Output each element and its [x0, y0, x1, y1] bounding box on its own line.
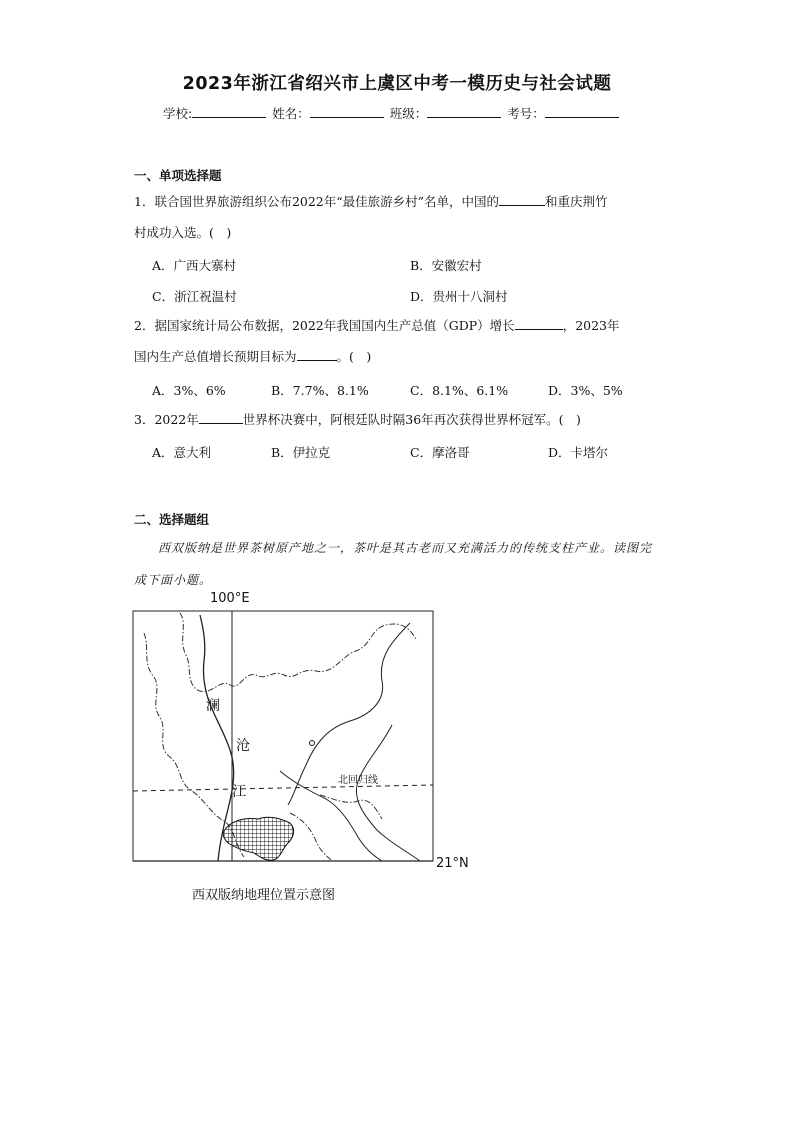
reading-passage: 西双版纳是世界茶树原产地之一，茶叶是其古老而又充满活力的传统支柱产业。读图完成下面小题。	[134, 541, 653, 587]
q3-option-c[interactable]: C．摩洛哥	[410, 445, 470, 460]
longitude-label: 100°E	[210, 591, 250, 606]
student-info-row	[163, 104, 619, 122]
xishuangbanna-map	[120, 585, 480, 915]
q1-text-part2: 和重庆荆竹	[545, 194, 608, 209]
river-label-char-1: 澜	[206, 698, 220, 714]
q3-text-part1: 3．2022年	[134, 412, 199, 427]
q2-option-a[interactable]: A．3%、6%	[152, 383, 226, 398]
map-caption: 西双版纳地理位置示意图	[192, 888, 336, 903]
exam-title: 2023年浙江省绍兴市上虞区中考一模历史与社会试题	[182, 74, 612, 94]
school-label: 学校:	[163, 106, 193, 121]
q3-answer-blank	[199, 411, 243, 424]
class-label: 班级：	[389, 106, 428, 121]
question-3	[134, 404, 662, 435]
q1-option-c[interactable]: C．浙江祝温村	[152, 289, 237, 304]
q2-option-c[interactable]: C．8.1%、6.1%	[410, 383, 509, 398]
q2-text-part1: 2．据国家统计局公布数据，2022年我国国内生产总值（GDP）增长	[134, 318, 515, 333]
q1-option-a[interactable]: A．广西大寨村	[152, 258, 237, 273]
q2-option-d[interactable]: D．3%、5%	[548, 383, 623, 398]
question-1	[134, 186, 662, 248]
latitude-label: 21°N	[436, 856, 469, 871]
exam-no-label: 考号：	[507, 106, 545, 121]
q3-option-b[interactable]: B．伊拉克	[271, 445, 331, 460]
section-heading-single-choice: 一、单项选择题	[134, 168, 222, 183]
q1-option-d[interactable]: D．贵州十八洞村	[410, 289, 508, 304]
map-svg	[120, 585, 480, 915]
q2-answer-blank-2	[297, 348, 337, 361]
city-marker-icon	[310, 741, 315, 746]
name-label: 姓名：	[272, 106, 310, 121]
q2-option-b[interactable]: B．7.7%、8.1%	[271, 383, 369, 398]
q2-text-part4: 。( )	[336, 349, 372, 364]
q3-option-d[interactable]: D．卡塔尔	[548, 445, 609, 460]
q1-text-part1: 1．联合国世界旅游组织公布2022年“最佳旅游乡村”名单，中国的	[134, 194, 500, 209]
q1-text-part3: 村成功入选。( )	[134, 225, 232, 240]
name-blank[interactable]	[310, 105, 384, 118]
tropic-label: 北回归线	[338, 775, 378, 786]
q1-option-b[interactable]: B．安徽宏村	[410, 258, 482, 273]
q1-answer-blank	[499, 193, 545, 206]
section-heading-question-group: 二、选择题组	[134, 512, 210, 527]
class-blank[interactable]	[427, 105, 501, 118]
school-blank[interactable]	[192, 105, 266, 118]
river-label-char-3: 江	[232, 784, 246, 800]
q3-text-part2: 世界杯决赛中，阿根廷队时隔36年再次获得世界杯冠军。( )	[242, 412, 581, 427]
question-2	[134, 310, 662, 372]
exam-no-blank[interactable]	[545, 105, 619, 118]
river-label-char-2: 沧	[236, 738, 250, 754]
q2-answer-blank-1	[515, 317, 563, 330]
q2-text-part3: 国内生产总值增长预期目标为	[134, 349, 297, 364]
q3-option-a[interactable]: A．意大利	[152, 445, 212, 460]
q2-text-part2: ，2023年	[562, 318, 620, 333]
